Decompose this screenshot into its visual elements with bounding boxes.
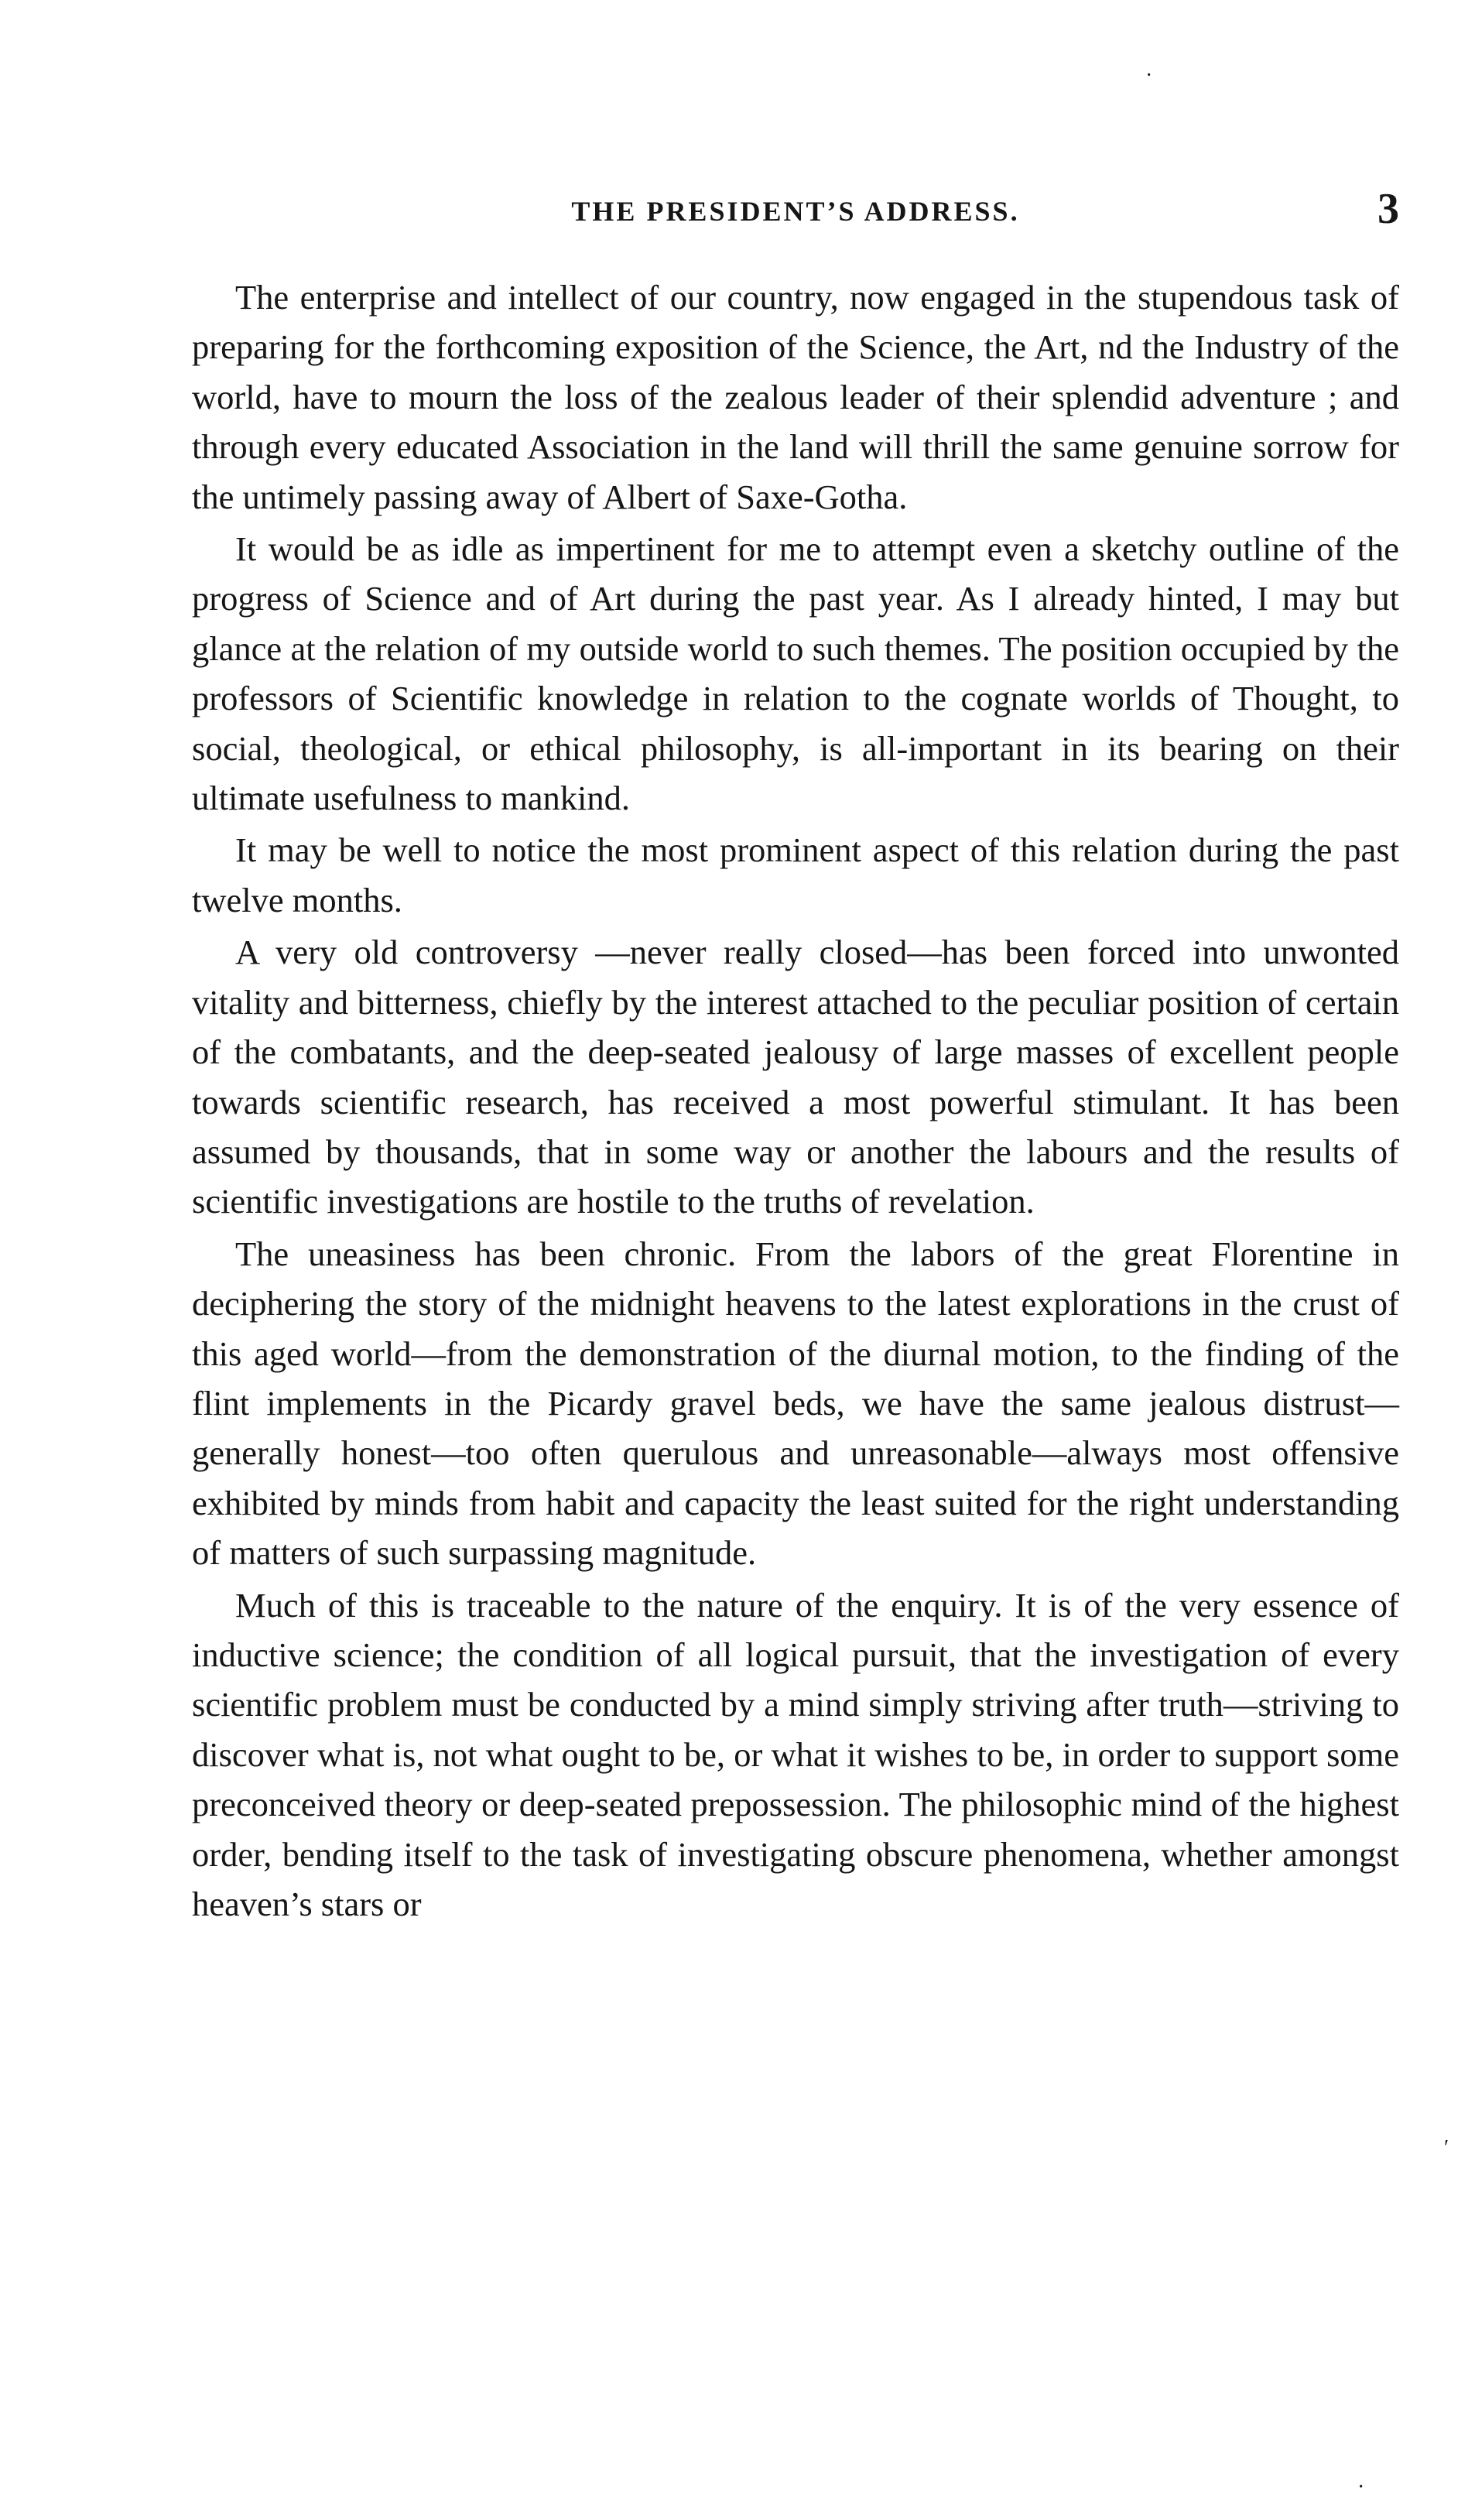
paragraph: A very old controversy —never really closed—has been forced into unwonted vitality and bitterness, chiefly by the interest attached to the peculiar position of certain of the combatants, and the deep-seated jealousy of large masses of excellent people towards scientific research, has received a most powerful stimulant. It has been assumed by thousands, that in some way or another the labours and the results of scientific investigations are hostile to the truths of revelation. xyxy=(192,933,1399,1221)
scan-speck-icon: ′ xyxy=(1444,2136,1449,2160)
paragraph: It may be well to notice the most prominent aspect of this relation during the past twelve months. xyxy=(192,830,1399,919)
running-head: THE PRESIDENT’S ADDRESS. xyxy=(571,196,1020,227)
body-text xyxy=(192,272,1399,1931)
paragraph: The enterprise and intellect of our country, now engaged in the stupendous task of preparing for the forthcoming exposition of the Science, the Art, nd the Industry of the world, have to mourn the loss of the zealous leader of their splendid adventure ; and through every educated Association in the land will thrill the same genuine sorrow for the untimely passing away of Albert of Saxe-Gotha. xyxy=(192,278,1399,516)
page-header xyxy=(192,185,1399,249)
scan-speck-icon: · xyxy=(1145,63,1153,87)
scan-speck-icon: · xyxy=(1357,2475,1365,2499)
paragraph: Much of this is traceable to the nature of the enquiry. It is of the very essence of inductive science; the condition of all logical pursuit, that the investigation of every scientific problem must be conducted by a mind simply striving after truth—striving to discover what is, not what ought to be, or what it wishes to be, in order to support some preconceived theory or deep-seated prepossession. The philosophic mind of the highest order, bending itself to the task of investigating obscure phenomena, whether amongst heaven’s stars or xyxy=(192,1585,1399,1923)
paragraph: The uneasiness has been chronic. From the labors of the great Florentine in deciphering the story of the midnight heavens to the latest explorations in the crust of this aged world—from the demonstration of the diurnal motion, to the finding of the flint implements in the Picardy gravel beds, we have the same jealous distrust—generally honest—too often querulous and unreasonable—always most offensive exhibited by minds from habit and capacity the least suited for the right understanding of matters of such surpassing magnitude. xyxy=(192,1234,1399,1573)
page-number: 3 xyxy=(1377,185,1399,233)
paragraph: It would be as idle as impertinent for me to attempt even a sketchy outline of the progress of Science and of Art during the past year. As I already hinted, I may but glance at the relation of my outside world to such themes. The position occupied by the professors of Scientific knowledge in relation to the cognate worlds of Thought, to social, theological, or ethical philosophy, is all-important in its bearing on their ultimate usefulness to mankind. xyxy=(192,529,1399,818)
